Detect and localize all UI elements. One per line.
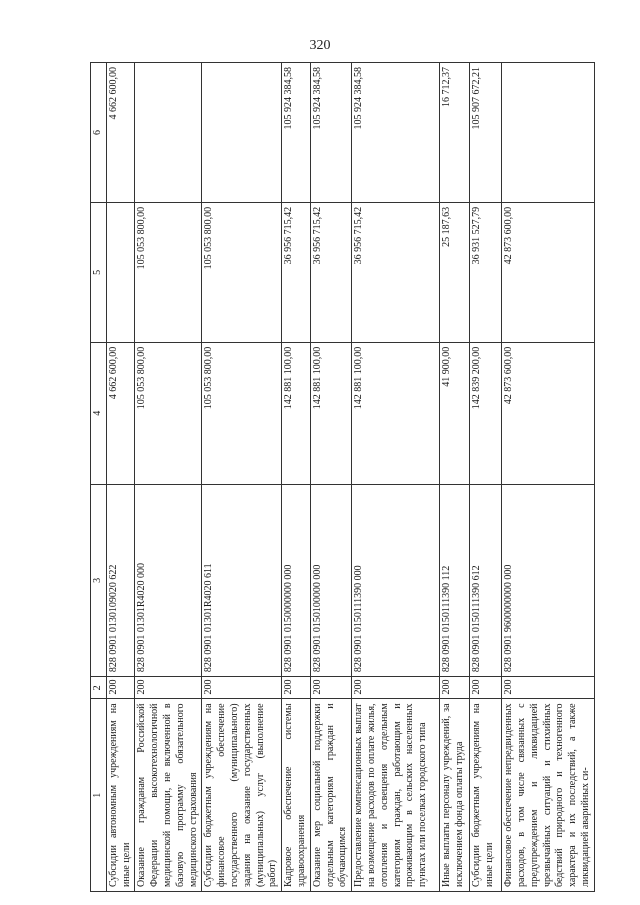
row-value-col6: 16 712,37 [440,63,470,203]
row-value-col6: 105 924 384,58 [310,63,351,203]
row-type-cell: 200 [202,677,282,699]
budget-table [90,62,595,892]
column-header: 5 [91,202,107,342]
row-code-cell: 828 0901 01301R4020 611 [202,484,282,677]
row-code-cell: 828 0901 9600000000 000 [502,484,595,677]
row-value-col6: 105 907 672,21 [470,63,502,203]
row-type-cell: 200 [502,677,595,699]
row-value-col5: 105 053 800,00 [135,202,202,342]
row-value-col5: 36 956 715,42 [310,202,351,342]
row-value-col6: 105 924 384,58 [282,63,311,203]
row-value-col5: 36 931 527,79 [470,202,502,342]
column-number-row [91,63,107,892]
row-type-cell: 200 [282,677,311,699]
row-name-cell: Оказание мер социальной поддержки отдельным категориям граждан и обучающимся [310,699,351,892]
row-value-col5: 36 956 715,42 [352,202,440,342]
row-value-col4: 4 662 600,00 [106,342,135,484]
table-row [440,63,470,892]
table-row [352,63,440,892]
row-value-col5: 105 053 800,00 [202,202,282,342]
table-row [135,63,202,892]
row-name-cell: Предоставление компенсационных выплат на возмещение расходов по оплате жилья, отопления и освещения отдельным категориям граждан, работающим и проживающим в сельских населенных пунктах или поселках городского типа [352,699,440,892]
row-name-cell: Финансовое обеспечение непредвиденных расходов, в том числе связанных с предупреждением и ликвидацией чрезвычайных ситуаций и стихийных бедствий природного и техногенного характера и их последствий, а также ликвидацией аварийных си- [502,699,595,892]
row-value-col4: 142 881 100,00 [282,342,311,484]
row-code-cell: 828 0901 0150111390 112 [440,484,470,677]
row-value-col5: 42 873 600,00 [502,202,595,342]
table-body [106,63,594,892]
row-type-cell: 200 [106,677,135,699]
row-value-col6 [202,63,282,203]
row-name-cell: Кадровое обеспечение системы здравоохранения [282,699,311,892]
row-name-cell: Субсидии бюджетным учреждениям на иные цели [470,699,502,892]
row-code-cell: 828 0901 0150111390 000 [352,484,440,677]
table-row [202,63,282,892]
row-type-cell: 200 [440,677,470,699]
table-row [282,63,311,892]
row-code-cell: 828 0901 01301R4020 000 [135,484,202,677]
row-name-cell: Иные выплаты персоналу учреждений, за исключением фонда оплаты труда [440,699,470,892]
column-header: 4 [91,342,107,484]
row-value-col5 [106,202,135,342]
row-value-col4: 142 839 200,00 [470,342,502,484]
row-value-col6: 105 924 384,58 [352,63,440,203]
row-value-col4: 41 900,00 [440,342,470,484]
row-value-col6 [502,63,595,203]
row-value-col6: 4 662 600,00 [106,63,135,203]
column-header: 2 [91,677,107,699]
row-value-col4: 105 053 800,00 [135,342,202,484]
row-type-cell: 200 [135,677,202,699]
row-type-cell: 200 [470,677,502,699]
column-header: 1 [91,699,107,892]
row-name-cell: Оказание гражданам Российской Федерации высокотехнологичной медицинской помощи, не включенной в базовую программу обязательного медицинского страхования [135,699,202,892]
row-value-col6 [135,63,202,203]
row-type-cell: 200 [310,677,351,699]
row-value-col4: 42 873 600,00 [502,342,595,484]
row-code-cell: 828 0901 0150100000 000 [310,484,351,677]
table-container [90,62,591,892]
row-code-cell: 828 0901 0150111390 612 [470,484,502,677]
row-value-col5: 36 956 715,42 [282,202,311,342]
column-header: 3 [91,484,107,677]
row-value-col5: 25 187,63 [440,202,470,342]
row-type-cell: 200 [352,677,440,699]
row-code-cell: 828 0901 0130109020 622 [106,484,135,677]
column-header: 6 [91,63,107,203]
row-value-col4: 105 053 800,00 [202,342,282,484]
row-name-cell: Субсидии бюджетным учреждениям на финансовое обеспечение государственного (муниципального) задания на оказание государственных (муниципальных) услуг (выполнение работ) [202,699,282,892]
page-number: 320 [309,38,331,53]
row-value-col4: 142 881 100,00 [310,342,351,484]
table-row [106,63,135,892]
table-row [470,63,502,892]
table-row [310,63,351,892]
row-value-col4: 142 881 100,00 [352,342,440,484]
row-code-cell: 828 0901 0150000000 000 [282,484,311,677]
row-name-cell: Субсидии автономным учреждениям на иные цели [106,699,135,892]
table-row [502,63,595,892]
